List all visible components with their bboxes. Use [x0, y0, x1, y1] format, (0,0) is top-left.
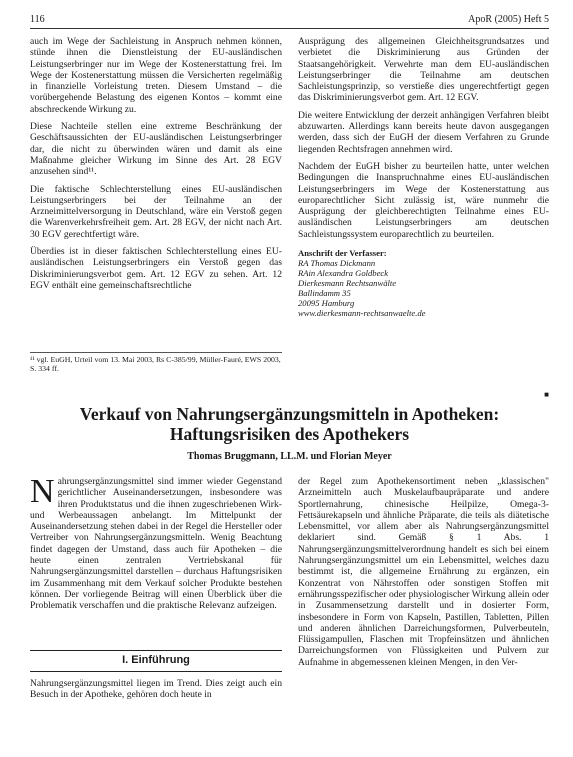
article-right-column	[298, 476, 549, 674]
section-heading: I. Einführung	[122, 654, 190, 666]
intro-paragraph	[30, 473, 282, 612]
author-address-line: RAin Alexandra Goldbeck	[298, 268, 389, 279]
footnote: ¹¹ vgl. EuGH, Urteil vom 13. Mai 2003, Rs C-385/99, Müller-Fauré, EWS 2003, S. 334 ff.	[30, 352, 282, 373]
paragraph: Nahrungsergänzungsmittel liegen im Trend. Dies zeigt auch ein Besuch in der Apotheke, gehören doch heute in	[30, 678, 282, 701]
author-address-line: Ballindamm 35	[298, 288, 351, 299]
paragraph: Ausprägung des allgemeinen Gleichheitsgrundsatzes und verbietet die Diskriminierung aus Gründen der Staatsangehörigkeit. Verwehrte man dem EU-ausländischen Leistungserbringer die Teilnahme am deutschen Sachleistungsprinzip, so verstieße dies ungerechtfertigt gegen das Diskriminierungsverbot gem. Art. 12 EGV.	[298, 36, 549, 104]
article-title-line: Verkauf von Nahrungsergänzungsmitteln in Apotheken:	[79, 404, 500, 424]
article-title-line: Haftungsrisiken des Apothekers	[169, 424, 410, 444]
drop-cap: N	[30, 473, 55, 510]
article-authors: Thomas Bruggmann, LL.M. und Florian Meyer	[187, 451, 392, 462]
paragraph: der Regel zum Apothekensortiment neben „klassischen" Arzneimitteln auch Muskelaufbaupräparate und andere Sportlernahrung, chinesische Heilpilze, Omega-3-Fettsäurekapseln und ähnliche Präparate, die teils als diätetische Lebensmittel, vor allem aber als Nahrungsergänzungsmittel deklariert sind. Gemäß § 1 Abs. 1 Nahrungsergänzungsmittelverordnung handelt es sich bei einem Nahrungsergänzungsmittel um ein Lebensmittel, welches dazu bestimmt ist, die allgemeine Ernährung zu ergänzen, ein Konzentrat von Nährstoffen oder sonstigen Stoffen mit ernährungsspezifischer oder physiologischer Wirkung allein oder in Zusammensetzung darstellt und in dosierter Form, insbesondere in Form von Kapseln, Pastillen, Tabletten, Pillen und anderen ähnlichen Darreichungsformen, Pulverbeuteln, Flüssigampullen, Flaschen mit Tropfeinsätzen und ähnlichen Darreichungsformen von Flüssigkeiten und Pulvern zur Aufnahme in abgemessenen kleinen Mengen, in den Ver-	[298, 476, 549, 668]
author-address	[298, 248, 549, 318]
journal-header: ApoR (2005) Heft 5	[468, 14, 549, 25]
paragraph: Nachdem der EuGH bisher zu beurteilen hatte, unter welchen Bedingungen die Inanspruchnahme eines EU-ausländischen Leistungserbringers im Wege der Kostenerstattung aus europarechtlicher Sicht zulässig ist, wäre nunmehr die Ausprägung der gleichberechtigten Teilnahme eines EU-ausländischen Leistungserbringers am deutschen Sachleistungssystem europarechtlich zu beurteilen.	[298, 160, 549, 240]
paragraph: Diese Nachteile stellen eine extreme Beschränkung der Geschäftsaussichten der EU-ausländischen Leistungserbringer dar, die nicht zu überwinden wären und damit als eine Maßnahme gleicher Wirkung im Sinne des Art. 28 EGV anzusehen sind¹¹.	[30, 121, 282, 178]
intro-text: ahrungsergänzungsmittel sind immer wieder Gegenstand gerichtlicher Auseinandersetzungen, insbesondere was ihren Produktstatus und die ihnen zugeschriebenen Wirk- und Werbeaussagen anbelangt. Im Mittelpunkt der Auseinandersetzung stehen dabei in der Regel die Hersteller oder Vertreiber von Nahrungsergänzungsmitteln. Wenig Beachtung findet dagegen der Umstand, dass auch für Apotheken – die heute einen zentralen Vertriebskanal für Nahrungsergänzungsmittel darstellen – durchaus Haftungsrisiken im Zusammenhang mit dem Verkauf solcher Produkte bestehen können. Der vorliegende Beitrag will einen Überblick über die Problematik verschaffen und die praktische Relevanz aufzeigen.	[30, 476, 282, 612]
paragraph: auch im Wege der Sachleistung in Anspruch nehmen können, stünde ihnen die Dienstleistung der EU-ausländischen Leistungserbringer nur im Wege der Kostenerstattung frei. Im Wege der Kostenerstattung müssen die Versicherten regelmäßig in finanzielle Vorleistung treten. Diesem Umstand – die vorübergehende Belastung des eigenen Kontos – kommt eine abschreckende Wirkung zu.	[30, 36, 282, 115]
page-number: 116	[30, 14, 45, 25]
end-of-article-mark: ■	[544, 390, 549, 399]
paragraph: Überdies ist in dieser faktischen Schlechterstellung eines EU-ausländischen Leistungserbringers ein Verstoß gegen das Diskriminierungsverbot gem. Art. 12 EGV zu sehen. Art. 12 EGV enthält eine gemeinschaftsrechtliche	[30, 246, 282, 291]
header-rule	[30, 28, 549, 29]
top-right-column	[298, 36, 549, 318]
paragraph: Die weitere Entwicklung der derzeit anhängigen Verfahren bleibt abzuwarten. Allerdings kann bereits heute davon ausgegangen werden, dass sich der EuGH der diesem Verfahren zu Grunde liegenden Rechtsfragen annehmen wird.	[298, 109, 549, 155]
author-address-line: 20095 Hamburg	[298, 298, 355, 309]
author-address-heading: Anschrift der Verfasser:	[298, 248, 387, 259]
author-address-line: RA Thomas Dickmann	[298, 258, 376, 269]
author-address-line: Dierkesmann Rechtsanwälte	[298, 278, 397, 289]
intro-column	[30, 473, 282, 618]
top-left-column	[30, 36, 282, 297]
section-text-column	[30, 678, 282, 707]
section-heading-box	[30, 650, 282, 672]
paragraph: Die faktische Schlechterstellung eines EU-ausländischen Leistungserbringers bei der Teilnahme an der Arzneimittelversorgung in Deutschland, wäre ein Verstoß gegen die Warenverkehrsfreiheit gem. Art. 28 EGV, der nicht nach Art. 30 EGV gerechtfertigt wäre.	[30, 183, 282, 240]
author-address-line: www.dierkesmann-rechtsanwaelte.de	[298, 308, 426, 319]
article-title	[30, 404, 549, 444]
